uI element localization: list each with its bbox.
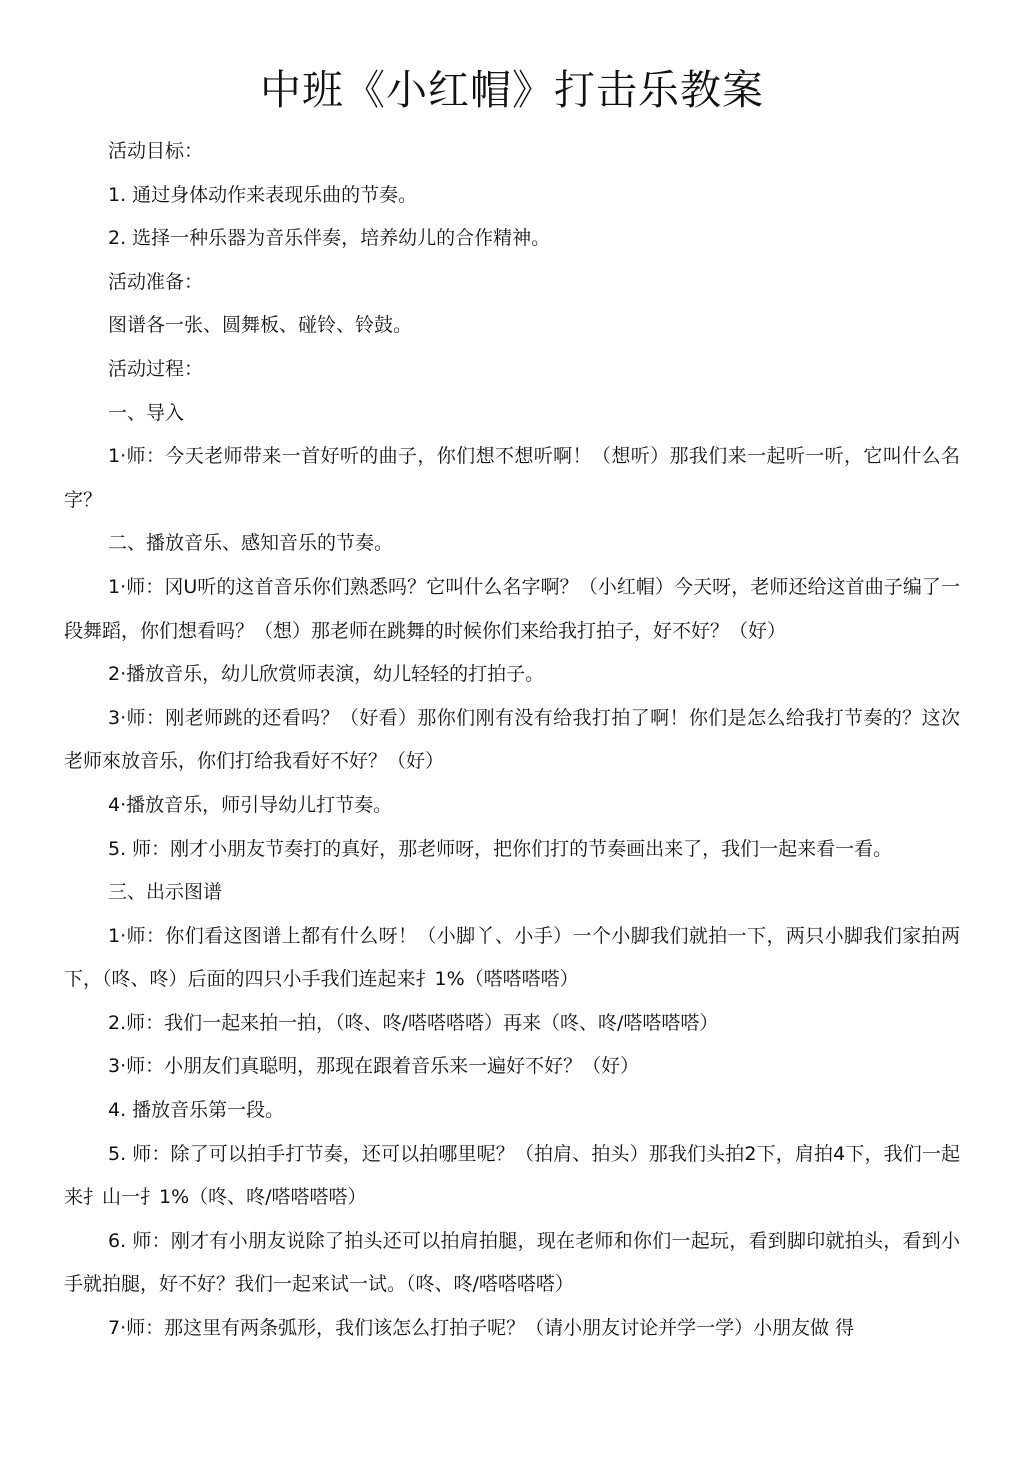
paragraph: 1·师：冈U听的这首音乐你们熟悉吗？它叫什么名字啊？（小红帽）今天呀，老师还给这首曲子编了一段舞蹈，你们想看吗？（想）那老师在跳舞的时候你们来给我打拍子，好不好？（好）	[64, 575, 960, 642]
paragraph: 1. 通过身体动作来表现乐曲的节奏。	[108, 183, 418, 206]
paragraph: 4. 播放音乐第一段。	[108, 1099, 285, 1122]
paragraph: 3·师：小朋友们真聪明，那现在跟着音乐来一遍好不好？（好）	[108, 1055, 640, 1078]
paragraph: 7·师：那这里有两条弧形，我们该怎么打拍子呢？（请小朋友讨论并学一学）小朋友做 得	[108, 1317, 855, 1340]
paragraph: 1·师：你们看这图谱上都有什么呀！（小脚丫、小手）一个小脚我们就拍一下，两只小脚我们家拍两下，（咚、咚）后面的四只小手我们连起来扌1%（嗒嗒嗒嗒）	[64, 924, 960, 991]
paragraph: 1·师：今天老师带来一首好听的曲子，你们想不想听啊！（想听）那我们来一起听一听，它叫什么名字？	[64, 445, 960, 511]
paragraph: 6. 师：刚才有小朋友说除了拍头还可以拍肩拍腿，现在老师和你们一起玩，看到脚印就拍头，看到小手就拍腿，好不好？我们一起来试一试。（咚、咚/嗒嗒嗒嗒）	[64, 1229, 960, 1296]
paragraph: 3·师：刚老师跳的还看吗？（好看）那你们刚有没有给我打拍了啊！你们是怎么给我打节奏的？这次老师來放音乐，你们打给我看好不好？（好）	[64, 706, 960, 773]
paragraph: 2·播放音乐，幼儿欣赏师表演，幼儿轻轻的打拍子。	[108, 663, 545, 686]
paragraph: 三、出示图谱	[108, 881, 223, 904]
paragraph: 2.师：我们一起来拍一拍，（咚、咚/嗒嗒嗒嗒）再来（咚、咚/嗒嗒嗒嗒）	[108, 1011, 719, 1034]
paragraph: 一、导入	[108, 401, 185, 424]
paragraph: 活动目标：	[108, 140, 204, 162]
paragraph: 活动准备：	[108, 270, 204, 293]
paragraph: 4·播放音乐，师引导幼儿打节奏。	[108, 793, 393, 816]
paragraph: 5. 师：除了可以拍手打节奏，还可以拍哪里呢？（拍肩、拍头）那我们头拍2下，肩拍4下，我们一起来扌山一扌1%（咚、咚/嗒嗒嗒嗒）	[64, 1142, 960, 1209]
paragraph: 二、播放音乐、感知音乐的节奏。	[108, 532, 394, 555]
paragraph: 活动过程：	[108, 357, 204, 380]
paragraph: 图谱各一张、圆舞板、碰铃、铃鼓。	[108, 314, 413, 337]
page-title: 中班《小红帽》打击乐教案	[260, 66, 764, 114]
document-body	[64, 130, 960, 1351]
paragraph: 2. 选择一种乐器为音乐伴奏，培养幼儿的合作精神。	[108, 227, 551, 250]
paragraph: 5. 师：刚才小朋友节奏打的真好，那老师呀，把你们打的节奏画出来了，我们一起来看一看。	[108, 837, 893, 860]
